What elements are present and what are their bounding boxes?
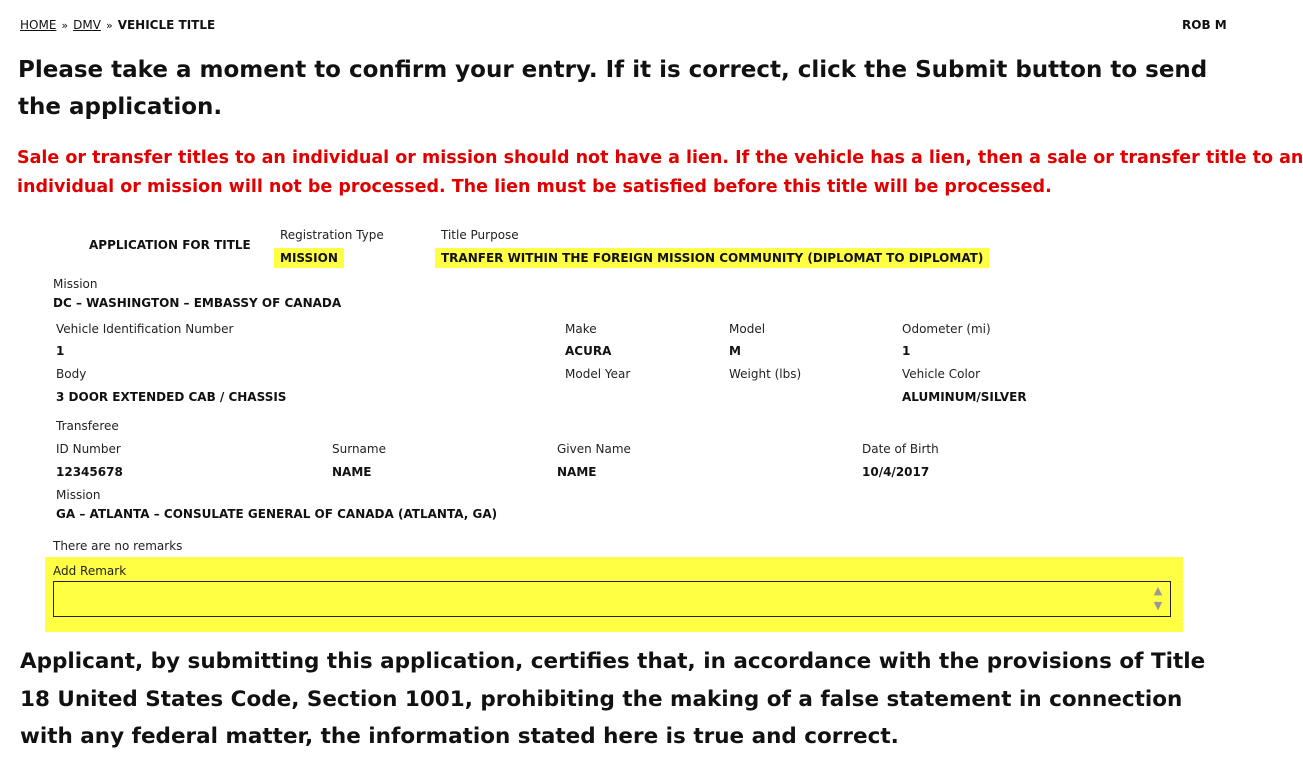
- id-number-value: 12345678: [56, 465, 123, 479]
- odometer-label: Odometer (mi): [902, 322, 991, 336]
- registration-type-value: MISSION: [274, 248, 344, 268]
- weight-label: Weight (lbs): [729, 367, 802, 381]
- scroll-down-icon[interactable]: ▼: [1153, 599, 1163, 612]
- date-of-birth-label: Date of Birth: [862, 442, 939, 456]
- breadcrumb-home-link[interactable]: HOME: [20, 18, 57, 32]
- transferee-mission-value: GA – ATLANTA – CONSULATE GENERAL OF CANADA (ATLANTA, GA): [56, 507, 498, 521]
- title-purpose-value: TRANFER WITHIN THE FOREIGN MISSION COMMUNITY (DIPLOMAT TO DIPLOMAT): [435, 248, 989, 268]
- transferee-mission-label: Mission: [56, 488, 101, 502]
- textarea-scrollbar[interactable]: [1150, 583, 1166, 615]
- breadcrumb-separator: »: [105, 19, 113, 32]
- certification-statement: Applicant, by submitting this application, certifies that, in accordance with the provisions of Title 18 United States Code, Section 1001, prohibiting the making of a false statement in connection with any federal matter, the information stated here is true and correct.: [20, 649, 1206, 749]
- lien-warning: [17, 144, 1303, 202]
- make-label: Make: [565, 322, 597, 336]
- breadcrumb-dmv-link[interactable]: DMV: [73, 18, 101, 32]
- add-remark-panel: [45, 557, 1183, 632]
- lien-warning-line-1: Sale or transfer titles to an individual or mission should not have a lien. If the vehicle has a lien, then a sale or transfer title to an: [17, 148, 1303, 168]
- given-name-label: Given Name: [557, 442, 631, 456]
- add-remark-input[interactable]: [53, 581, 1171, 617]
- surname-label: Surname: [332, 442, 386, 456]
- title-purpose-label: Title Purpose: [441, 228, 519, 242]
- model-year-label: Model Year: [565, 367, 631, 381]
- model-value: M: [729, 344, 741, 358]
- model-label: Model: [729, 322, 766, 336]
- breadcrumb: [20, 18, 215, 32]
- mission-value: DC – WASHINGTON – EMBASSY OF CANADA: [53, 296, 342, 310]
- transferee-section-label: Transferee: [56, 419, 119, 433]
- vin-value: 1: [56, 344, 65, 358]
- registration-type-label: Registration Type: [280, 228, 384, 242]
- given-name-value: NAME: [557, 465, 597, 479]
- lien-warning-line-2: individual or mission will not be processed. The lien must be satisfied before this title will be processed.: [17, 177, 1052, 197]
- no-remarks-text: There are no remarks: [53, 539, 183, 553]
- breadcrumb-current: VEHICLE TITLE: [117, 18, 216, 32]
- application-title: APPLICATION FOR TITLE: [89, 238, 251, 252]
- make-value: ACURA: [565, 344, 612, 358]
- body-value: 3 DOOR EXTENDED CAB / CHASSIS: [56, 390, 287, 404]
- breadcrumb-separator: »: [61, 19, 69, 32]
- user-name[interactable]: ROB M: [1182, 18, 1227, 32]
- mission-label: Mission: [53, 277, 98, 291]
- id-number-label: ID Number: [56, 442, 121, 456]
- vehicle-color-label: Vehicle Color: [902, 367, 981, 381]
- surname-value: NAME: [332, 465, 372, 479]
- vin-label: Vehicle Identification Number: [56, 322, 234, 336]
- body-label: Body: [56, 367, 87, 381]
- page-title: Please take a moment to confirm your entry. If it is correct, click the Submit button to send the application.: [18, 57, 1208, 120]
- date-of-birth-value: 10/4/2017: [862, 465, 930, 479]
- vehicle-color-value: ALUMINUM/SILVER: [902, 390, 1027, 404]
- scroll-up-icon[interactable]: ▲: [1153, 584, 1163, 597]
- add-remark-label: Add Remark: [53, 564, 127, 578]
- odometer-value: 1: [902, 344, 911, 358]
